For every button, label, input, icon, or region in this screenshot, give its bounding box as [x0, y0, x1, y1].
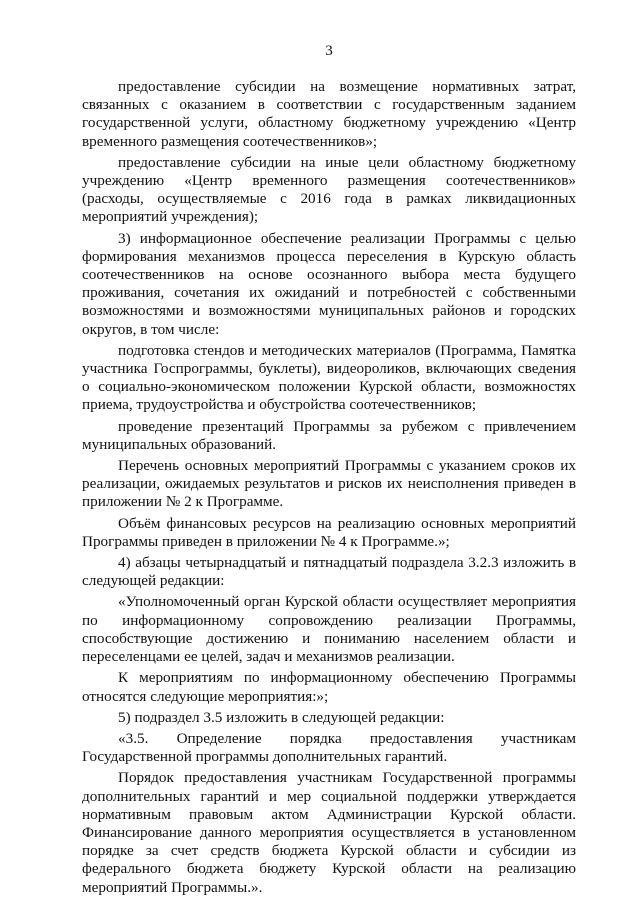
- paragraph-presentations: проведение презентаций Программы за рубежом с привлечением муниципальных образований.: [82, 417, 576, 453]
- paragraph-info-activities: К мероприятиям по информационному обеспечению Программы относятся следующие мероприятия:»;: [82, 669, 576, 705]
- paragraph-stands-materials: подготовка стендов и методических материалов (Программа, Памятка участника Госпрограммы, буклеты), видеороликов, включающих сведения о социально-экономическом положении Курской области, возможностях приема, трудоустройства и обустройства соотечественников;: [82, 341, 576, 414]
- paragraph-amendment-5: 5) подраздел 3.5 изложить в следующей редакции:: [118, 708, 445, 726]
- paragraph-activities-list: Перечень основных мероприятий Программы с указанием сроков их реализации, ожидаемых результатов и рисков их неисполнения приведен в приложении № 2 к Программе.: [82, 457, 576, 511]
- paragraph-authorized-body: «Уполномоченный орган Курской области осуществляет мероприятия по информационному сопровождению реализации Программы, способствующие достижению и пониманию населением области и переселенцами ее целей, задач и механизмов реализации.: [82, 593, 576, 666]
- page-number: 3: [325, 43, 333, 59]
- paragraph-amendment-4: 4) абзацы четырнадцатый и пятнадцатый подраздела 3.2.3 изложить в следующей редакции:: [82, 554, 576, 590]
- paragraph-subsidy-normative: предоставление субсидии на возмещение нормативных затрат, связанных с оказанием в соответствии с государственным заданием государственной услуги, областному бюджетному учреждению «Центр временного размещения соотечественников»;: [82, 78, 576, 150]
- paragraph-section-3-5-heading: «3.5. Определение порядка предоставления участникам Государственной программы дополнительных гарантий.: [82, 729, 576, 766]
- paragraph-financial-resources: Объём финансовых ресурсов на реализацию основных мероприятий Программы приведен в приложении № 4 к Программе.»;: [82, 514, 576, 550]
- paragraph-guarantees-procedure: Порядок предоставления участникам Государственной программы дополнительных гарантий и мер социальной поддержки утверждается нормативным правовым актом Администрации Курской области. Финансирование данного мероприятия осуществляется в установленном порядке за счет средств бюджета Курской области и субсидии из федерального бюджета бюджету Курской области на реализацию мероприятий Программы.».: [82, 769, 576, 896]
- paragraph-information-support: 3) информационное обеспечение реализации Программы с целью формирования механизмов процесса переселения в Курскую область соотечественников на основе осознанного выбора места будущего проживания, сочетания их ожиданий и потребностей с собственными возможностями и возможностями муниципальных районов и городских округов, в том числе:: [82, 229, 576, 338]
- paragraph-subsidy-other: предоставление субсидии на иные цели областному бюджетному учреждению «Центр временного размещения соотечественников» (расходы, осуществляемые с 2016 года в рамках ликвидационных мероприятий учреждения);: [82, 153, 576, 226]
